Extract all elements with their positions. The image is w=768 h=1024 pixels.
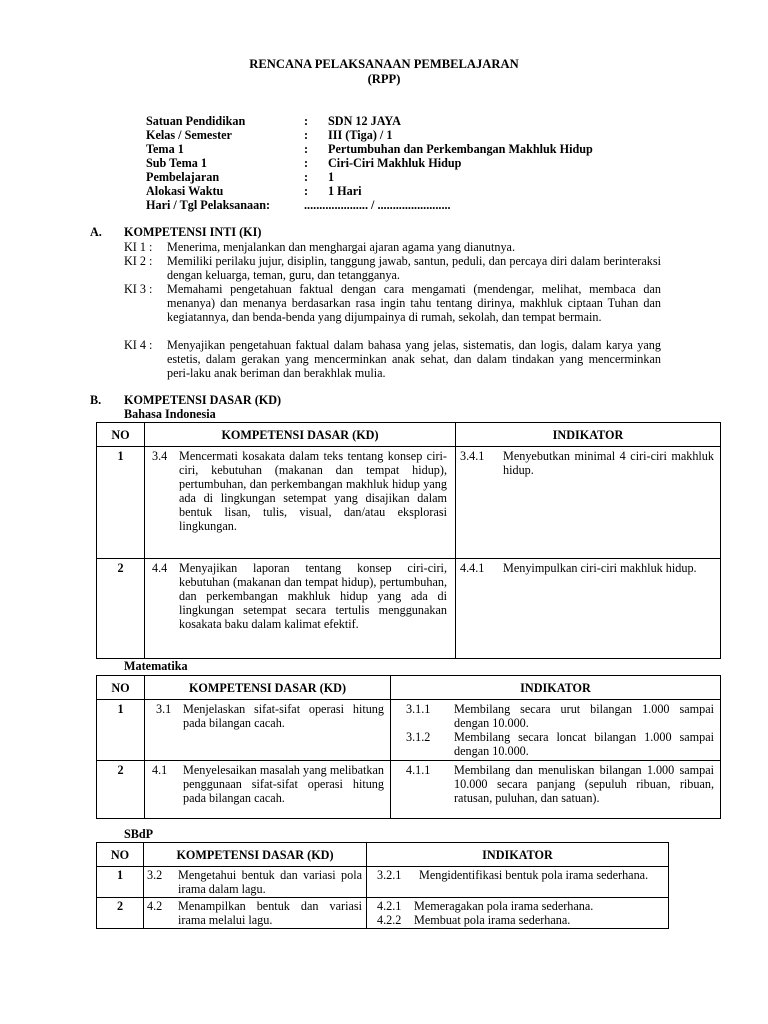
table-row: [97, 559, 721, 659]
section-b-heading: KOMPETENSI DASAR (KD): [124, 393, 282, 407]
header-no: NO: [97, 423, 145, 447]
table-row: [97, 761, 721, 819]
kd-cell: [144, 898, 367, 929]
identity-value: III (Tiga) / 1: [328, 128, 393, 142]
row-number: 2: [97, 761, 145, 819]
header-kd: KOMPETENSI DASAR (KD): [145, 676, 391, 700]
indikator-cell: [367, 898, 669, 929]
section-a-letter: A.: [90, 225, 102, 239]
identity-value: 1: [328, 170, 335, 184]
identity-colon: :: [304, 128, 309, 142]
kd-number: 3.2: [147, 868, 163, 882]
header-indikator: INDIKATOR: [391, 676, 721, 700]
identity-label: Satuan Pendidikan: [146, 114, 246, 128]
subject-bahasa-indonesia: Bahasa Indonesia: [124, 407, 216, 421]
ki-number: KI 4 :: [124, 338, 153, 352]
ki-number: KI 1 :: [124, 240, 153, 254]
ki-text: Menyajikan pengetahuan faktual dalam bahasa yang jelas, sistematis, dan logis, dalam karya yang estetis, dalam gerakan yang mencerminkan anak sehat, dan dalam tindakan yang mencerminkan peri-laku anak beriman dan berakhlak mulia.: [167, 338, 661, 380]
identity-value: ..................... / ........................: [304, 198, 451, 212]
identity-colon: :: [304, 114, 309, 128]
indikator-text: Membilang secara loncat bilangan 1.000 sampai dengan 10.000.: [454, 730, 714, 758]
kd-text: Mencermati kosakata dalam teks tentang konsep ciri-ciri, kebutuhan (makanan dan tempat hidup), pertumbuhan, dan perkembangan makhluk hidup yang ada di lingkungan setempat yang disajikan dalam bentuk lisan, tulis, visual, dan/atau eksplorasi lingkungan.: [179, 449, 447, 533]
document-subtitle: (RPP): [367, 72, 401, 86]
indikator-number: 3.1.1: [406, 702, 431, 716]
identity-label: Pembelajaran: [146, 170, 220, 184]
subject-matematika: Matematika: [124, 659, 188, 673]
identity-label: Alokasi Waktu: [146, 184, 224, 198]
kd-table-matematika: [96, 675, 721, 819]
document-title: RENCANA PELAKSANAAN PEMBELAJARAN: [249, 57, 519, 71]
kd-cell: [145, 761, 391, 819]
identity-value: SDN 12 JAYA: [328, 114, 401, 128]
indikator-cell: [456, 559, 721, 659]
header-indikator: INDIKATOR: [367, 843, 669, 867]
indikator-text: Membilang secara urut bilangan 1.000 sampai dengan 10.000.: [454, 702, 714, 730]
header-no: NO: [97, 676, 145, 700]
indikator-cell: [391, 761, 721, 819]
identity-colon: :: [304, 170, 309, 184]
row-number: 2: [97, 559, 145, 659]
indikator-number: 3.4.1: [460, 449, 485, 463]
identity-colon: :: [304, 156, 309, 170]
indikator-text: Memeragakan pola irama sederhana.: [414, 899, 594, 913]
kd-number: 3.4: [152, 449, 168, 463]
identity-value: Pertumbuhan dan Perkembangan Makhluk Hidup: [328, 142, 593, 156]
table-row: [97, 447, 721, 559]
kd-table-sbdp: [96, 842, 669, 929]
kd-number: 4.2: [147, 899, 163, 913]
indikator-text: Membuat pola irama sederhana.: [414, 913, 571, 927]
header-indikator: INDIKATOR: [456, 423, 721, 447]
table-row: [97, 867, 669, 898]
ki-number: KI 2 :: [124, 254, 153, 268]
indikator-text: Menyebutkan minimal 4 ciri-ciri makhluk hidup.: [503, 449, 714, 477]
identity-label: Sub Tema 1: [146, 156, 207, 170]
indikator-number: 4.1.1: [406, 763, 431, 777]
identity-label: Kelas / Semester: [146, 128, 232, 142]
row-number: 1: [97, 867, 144, 898]
indikator-text: Menyimpulkan ciri-ciri makhluk hidup.: [503, 561, 697, 575]
indikator-cell: [456, 447, 721, 559]
identity-colon: :: [304, 142, 309, 156]
header-kd: KOMPETENSI DASAR (KD): [145, 423, 456, 447]
identity-value: Ciri-Ciri Makhluk Hidup: [328, 156, 462, 170]
indikator-text: Mengidentifikasi bentuk pola irama sederhana.: [419, 868, 649, 882]
header-no: NO: [97, 843, 144, 867]
section-a-heading: KOMPETENSI INTI (KI): [124, 225, 262, 239]
kd-text: Menyelesaikan masalah yang melibatkan penggunaan sifat-sifat operasi hitung pada bilangan cacah.: [183, 763, 384, 805]
row-number: 1: [97, 447, 145, 559]
ki-text: Memiliki perilaku jujur, disiplin, tanggung jawab, santun, peduli, dan percaya diri dalam berinteraksi dengan keluarga, teman, guru, dan tetangganya.: [167, 254, 661, 282]
kd-text: Menyajikan laporan tentang konsep ciri-ciri, kebutuhan (makanan dan tempat hidup), pertumbuhan, dan perkembangan makhluk hidup yang ada di lingkungan setempat secara tertulis menggunakan kosakata baku dalam kalimat efektif.: [179, 561, 447, 631]
subject-sbdp: SBdP: [124, 827, 154, 841]
kd-cell: [145, 559, 456, 659]
kd-table-bahasa: [96, 422, 721, 659]
kd-number: 4.1: [152, 763, 168, 777]
indikator-number: 3.2.1: [377, 868, 402, 882]
indikator-number: 4.2.2: [377, 913, 402, 927]
indikator-cell: [391, 700, 721, 761]
identity-label: Hari / Tgl Pelaksanaan:: [146, 198, 271, 212]
row-number: 1: [97, 700, 145, 761]
kd-text: Menampilkan bentuk dan variasi irama melalui lagu.: [178, 899, 362, 927]
kd-cell: [145, 447, 456, 559]
kd-cell: [145, 700, 391, 761]
table-row: [97, 898, 669, 929]
row-number: 2: [97, 898, 144, 929]
identity-value: 1 Hari: [328, 184, 362, 198]
ki-text: Memahami pengetahuan faktual dengan cara mengamati (mendengar, melihat, membaca dan menanya) dan menanya berdasarkan rasa ingin tahu tentang dirinya, makhluk ciptaan Tuhan dan kegiatannya, dan benda-benda yang dijumpainya di rumah, sekolah, dan tempat bermain.: [167, 282, 661, 324]
section-b-letter: B.: [90, 393, 102, 407]
ki-text: Menerima, menjalankan dan menghargai ajaran agama yang dianutnya.: [167, 240, 515, 254]
indikator-number: 4.2.1: [377, 899, 402, 913]
kd-text: Mengetahui bentuk dan variasi pola irama dalam lagu.: [178, 868, 362, 896]
kd-text: Menjelaskan sifat-sifat operasi hitung pada bilangan cacah.: [183, 702, 384, 730]
indikator-number: 4.4.1: [460, 561, 485, 575]
indikator-number: 3.1.2: [406, 730, 431, 744]
ki-number: KI 3 :: [124, 282, 153, 296]
indikator-text: Membilang dan menuliskan bilangan 1.000 sampai 10.000 secara panjang (sepuluh ribuan, ribuan, ratusan, puluhan, dan satuan).: [454, 763, 714, 805]
indikator-cell: [367, 867, 669, 898]
kd-number: 3.1: [156, 702, 172, 716]
identity-colon: :: [304, 184, 309, 198]
kd-number: 4.4: [152, 561, 168, 575]
table-row: [97, 700, 721, 761]
header-kd: KOMPETENSI DASAR (KD): [144, 843, 367, 867]
identity-label: Tema 1: [146, 142, 184, 156]
kd-cell: [144, 867, 367, 898]
